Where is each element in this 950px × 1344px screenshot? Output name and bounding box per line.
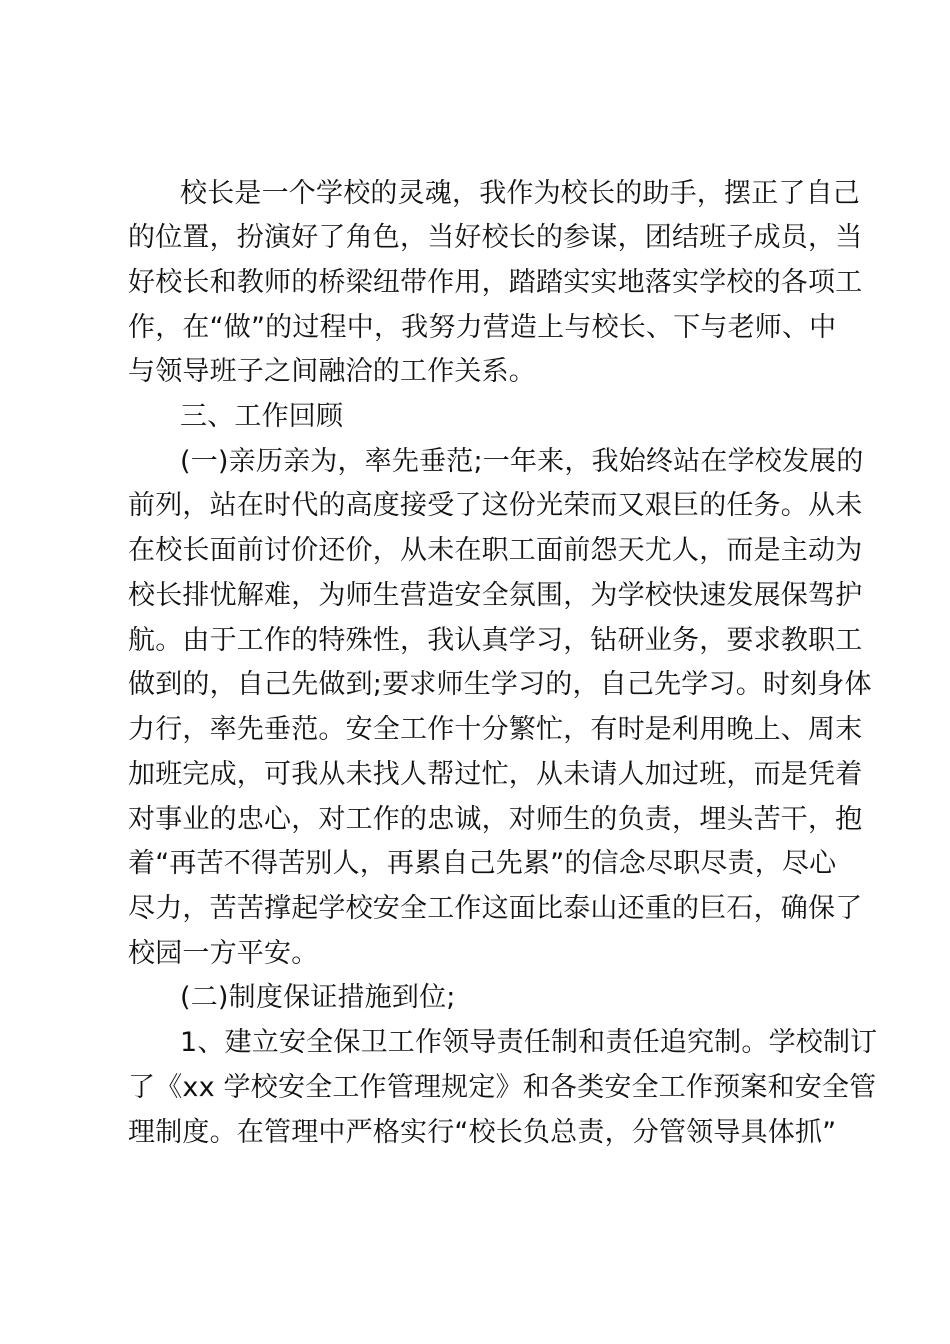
paragraph-line: 对事业的忠心，对工作的忠诚，对师生的负责，埋头苦干，抱 <box>128 804 863 835</box>
paragraph-line: 做到的，自己先做到;要求师生学习的，自己先学习。时刻身体 <box>128 669 872 700</box>
paragraph-line: 作，在“做”的过程中，我努力营造上与校长、下与老师、中 <box>128 312 837 343</box>
paragraph-line: 在校长面前讨价还价，从未在职工面前怨天尤人，而是主动为 <box>128 535 863 566</box>
paragraph-line: 前列，站在时代的高度接受了这份光荣而又艰巨的任务。从未 <box>128 490 863 521</box>
section-heading: 三、工作回顾 <box>180 401 344 432</box>
subsection-heading: (二)制度保证措施到位; <box>180 982 456 1013</box>
paragraph-line: 校园一方平安。 <box>128 938 319 969</box>
paragraph-line: (一)亲历亲为，率先垂范;一年来，我始终站在学校发展的 <box>180 446 864 477</box>
paragraph-line: 航。由于工作的特殊性，我认真学习，钻研业务，要求教职工 <box>128 625 863 656</box>
paragraph-line: 了《xx 学校安全工作管理规定》和各类安全工作预案和安全管 <box>128 1072 877 1103</box>
paragraph-line: 好校长和教师的桥梁纽带作用，踏踏实实地落实学校的各项工 <box>128 267 863 298</box>
paragraph-line: 校长排忧解难，为师生营造安全氛围，为学校快速发展保驾护 <box>128 580 863 611</box>
paragraph-line: 的位置，扮演好了角色，当好校长的参谋，团结班子成员，当 <box>128 222 863 253</box>
paragraph-line: 加班完成，可我从未找人帮过忙，从未请人加过班，而是凭着 <box>128 759 863 790</box>
paragraph-line: 力行，率先垂范。安全工作十分繁忙，有时是利用晚上、周末 <box>128 714 863 745</box>
paragraph-line: 与领导班子之间融洽的工作关系。 <box>128 356 536 387</box>
paragraph-line: 1、建立安全保卫工作领导责任制和责任追究制。学校制订 <box>180 1027 878 1058</box>
paragraph-line: 着“再苦不得苦别人，再累自己先累”的信念尽职尽责，尽心 <box>128 848 837 879</box>
paragraph-line: 理制度。在管理中严格实行“校长负总责，分管领导具体抓” <box>128 1117 837 1148</box>
paragraph-line: 校长是一个学校的灵魂，我作为校长的助手，摆正了自己 <box>180 178 860 209</box>
paragraph-line: 尽力，苦苦撑起学校安全工作这面比泰山还重的巨石，确保了 <box>128 893 863 924</box>
